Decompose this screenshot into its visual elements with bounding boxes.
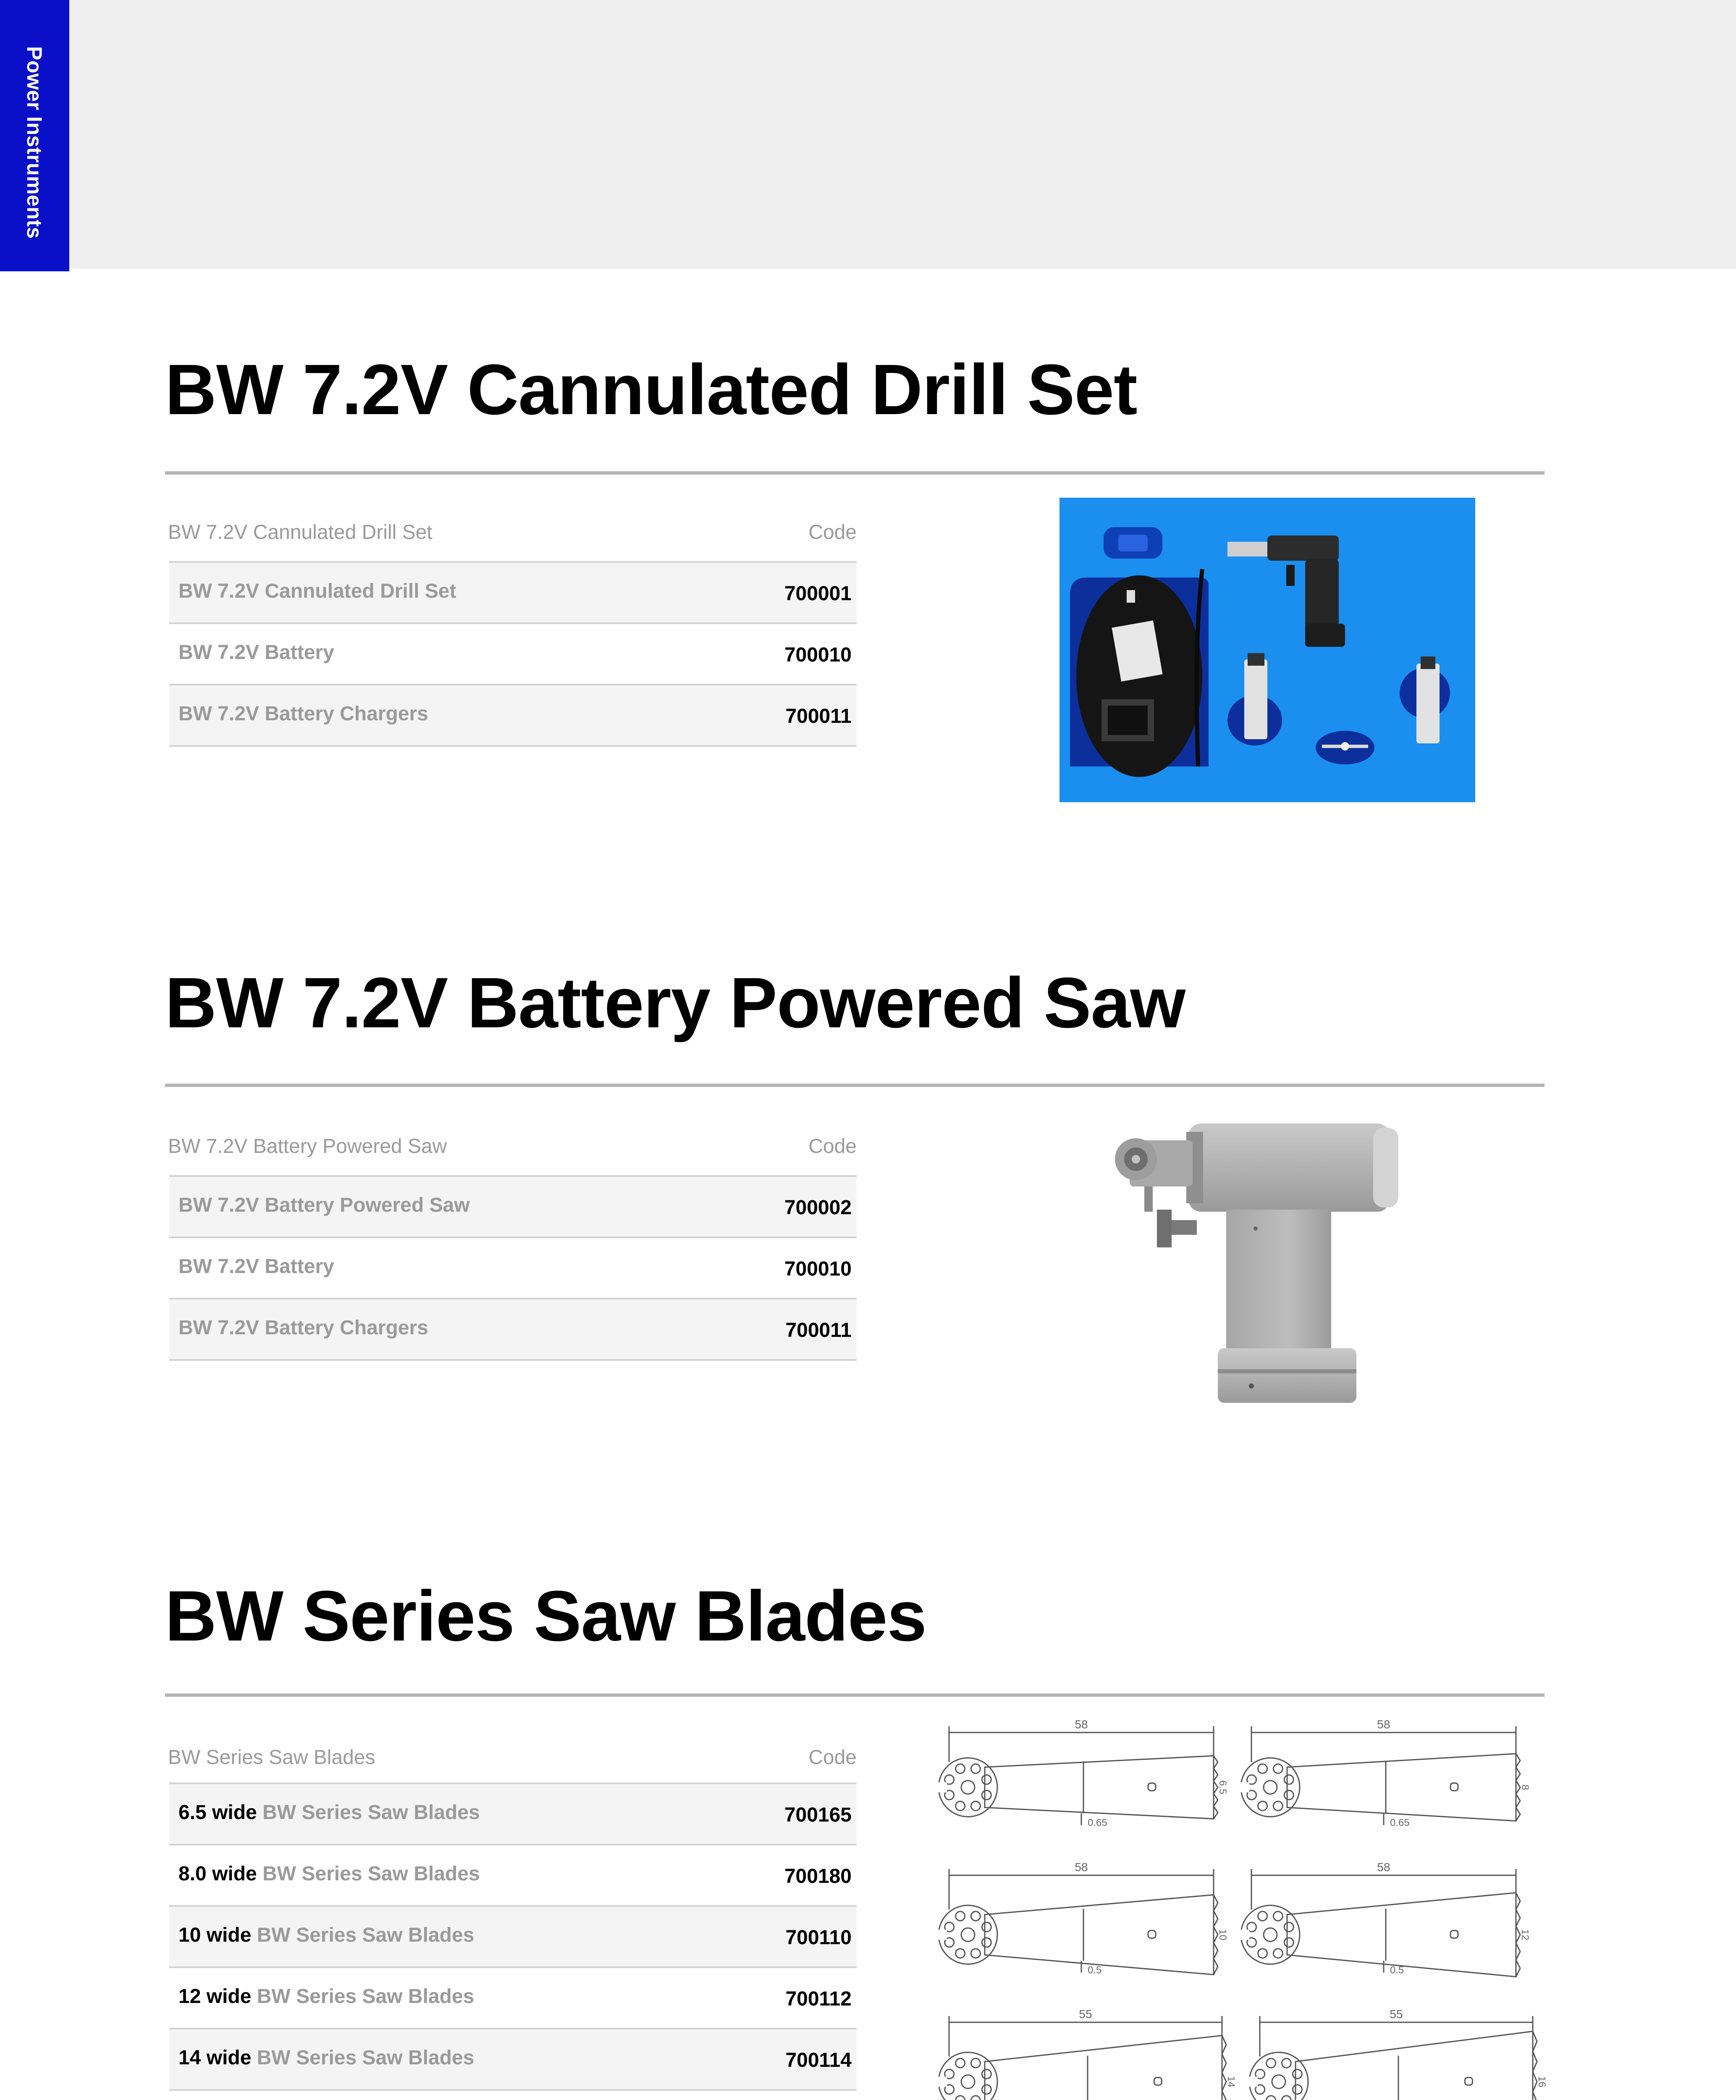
blade-offset-label: 0.65 <box>1390 1817 1410 1829</box>
table-row <box>169 1782 857 1844</box>
product-code: 700001 <box>784 583 852 605</box>
table-row <box>169 1905 857 1966</box>
blade-width-label: 12 <box>1519 1929 1531 1940</box>
section-title: BW Series Saw Blades <box>165 1576 926 1656</box>
blade-notch <box>1233 1930 1249 1940</box>
blade-width: 8.0 wide <box>178 1863 257 1885</box>
blade-width: 12 wide <box>178 1985 252 2008</box>
table-row <box>169 684 857 747</box>
product-code: 700011 <box>785 1319 852 1341</box>
blade-offset-label: 0.5 <box>1088 1964 1102 1976</box>
product-code: 700010 <box>784 1258 852 1280</box>
blade-length-label: 58 <box>1377 1718 1390 1731</box>
product-name: BW 7.2V Battery <box>178 641 334 664</box>
product-code: 700180 <box>784 1865 852 1887</box>
saw-photo <box>1104 1113 1424 1411</box>
product-code: 700112 <box>785 1988 852 2010</box>
blade-drawing <box>936 2008 1237 2100</box>
table-header <box>168 521 857 544</box>
blade-notch <box>1233 1782 1249 1793</box>
product-code: 700002 <box>784 1197 852 1219</box>
table-row <box>169 1298 857 1361</box>
blade-offset-label: 0.65 <box>1088 1817 1107 1829</box>
blade-width: 6.5 wide <box>178 1801 257 1824</box>
blade-width-label: 6.5 <box>1217 1780 1228 1795</box>
table-row <box>169 1175 857 1236</box>
side-tab-label: Power Instruments <box>23 46 46 239</box>
section-title: BW 7.2V Battery Powered Saw <box>165 963 1185 1043</box>
saw-blade-drawings <box>936 1716 1558 2100</box>
product-code: 700165 <box>784 1804 852 1826</box>
blade-length-label: 55 <box>1390 2008 1403 2021</box>
blade-length-label: 58 <box>1075 1861 1088 1874</box>
code-header: Code <box>808 1135 857 1158</box>
table-header-label: BW 7.2V Battery Powered Saw <box>168 1135 447 1158</box>
table-row <box>169 1844 857 1905</box>
product-name <box>178 1985 474 2008</box>
blade-offset-label: 0.5 <box>1390 1964 1404 1976</box>
section-divider <box>165 471 1545 475</box>
product-name: BW 7.2V Battery <box>178 1255 334 1278</box>
blade-name: BW Series Saw Blades <box>262 1863 480 1885</box>
product-name <box>178 1862 480 1885</box>
table-row <box>169 1966 857 2028</box>
table-row <box>169 622 857 684</box>
blade-name: BW Series Saw Blades <box>262 1801 480 1824</box>
blade-notch <box>936 2077 947 2087</box>
table-header-label: BW Series Saw Blades <box>168 1746 375 1769</box>
blade-length-label: 58 <box>1377 1861 1390 1874</box>
blade-drawing <box>936 1718 1228 1829</box>
code-header: Code <box>808 521 857 543</box>
product-name: BW 7.2V Battery Powered Saw <box>178 1194 470 1216</box>
blade-length-label: 55 <box>1079 2008 1092 2021</box>
blade-width: 10 wide <box>178 1924 252 1946</box>
blade-drawing <box>1241 2008 1547 2100</box>
table-row <box>169 2089 857 2100</box>
blade-width-label: 16 <box>1536 2076 1547 2087</box>
drill-set-photo <box>1059 498 1475 802</box>
section-title: BW 7.2V Cannulated Drill Set <box>165 350 1137 430</box>
section-divider <box>165 1084 1545 1087</box>
product-name: BW 7.2V Cannulated Drill Set <box>178 580 456 602</box>
blade-name: BW Series Saw Blades <box>257 1985 475 2008</box>
blade-width-label: 10 <box>1217 1929 1228 1940</box>
product-code: 700114 <box>785 2049 852 2071</box>
blade-width-label: 14 <box>1225 2076 1237 2087</box>
blade-notch <box>1241 2077 1258 2087</box>
blade-length-label: 58 <box>1075 1718 1088 1731</box>
product-code: 700011 <box>785 705 852 727</box>
product-name: BW 7.2V Battery Chargers <box>178 1317 428 1339</box>
table-header <box>168 1746 857 1769</box>
blade-notch <box>936 1782 947 1793</box>
blade-notch <box>936 1930 947 1940</box>
table-row <box>169 561 857 622</box>
blade-drawing <box>1233 1861 1531 1977</box>
product-name <box>178 1801 480 1824</box>
product-name: BW 7.2V Battery Chargers <box>178 703 428 725</box>
table-row <box>169 2028 857 2089</box>
side-tab <box>0 0 69 271</box>
header-band <box>0 0 1736 269</box>
blade-width-label: 8 <box>1519 1784 1531 1790</box>
product-name <box>178 1924 474 1947</box>
blade-name: BW Series Saw Blades <box>257 2047 475 2069</box>
code-header: Code <box>808 1746 857 1769</box>
blade-name: BW Series Saw Blades <box>257 1924 475 1946</box>
table-row <box>169 1236 857 1298</box>
product-code: 700110 <box>785 1927 852 1949</box>
blade-width: 14 wide <box>178 2047 252 2069</box>
table-header <box>168 1135 857 1158</box>
section-divider <box>165 1693 1545 1697</box>
product-name <box>178 2046 474 2069</box>
table-header-label: BW 7.2V Cannulated Drill Set <box>168 521 433 543</box>
blade-drawing <box>936 1861 1228 1976</box>
product-code: 700010 <box>784 644 852 666</box>
blade-drawing <box>1233 1718 1531 1829</box>
